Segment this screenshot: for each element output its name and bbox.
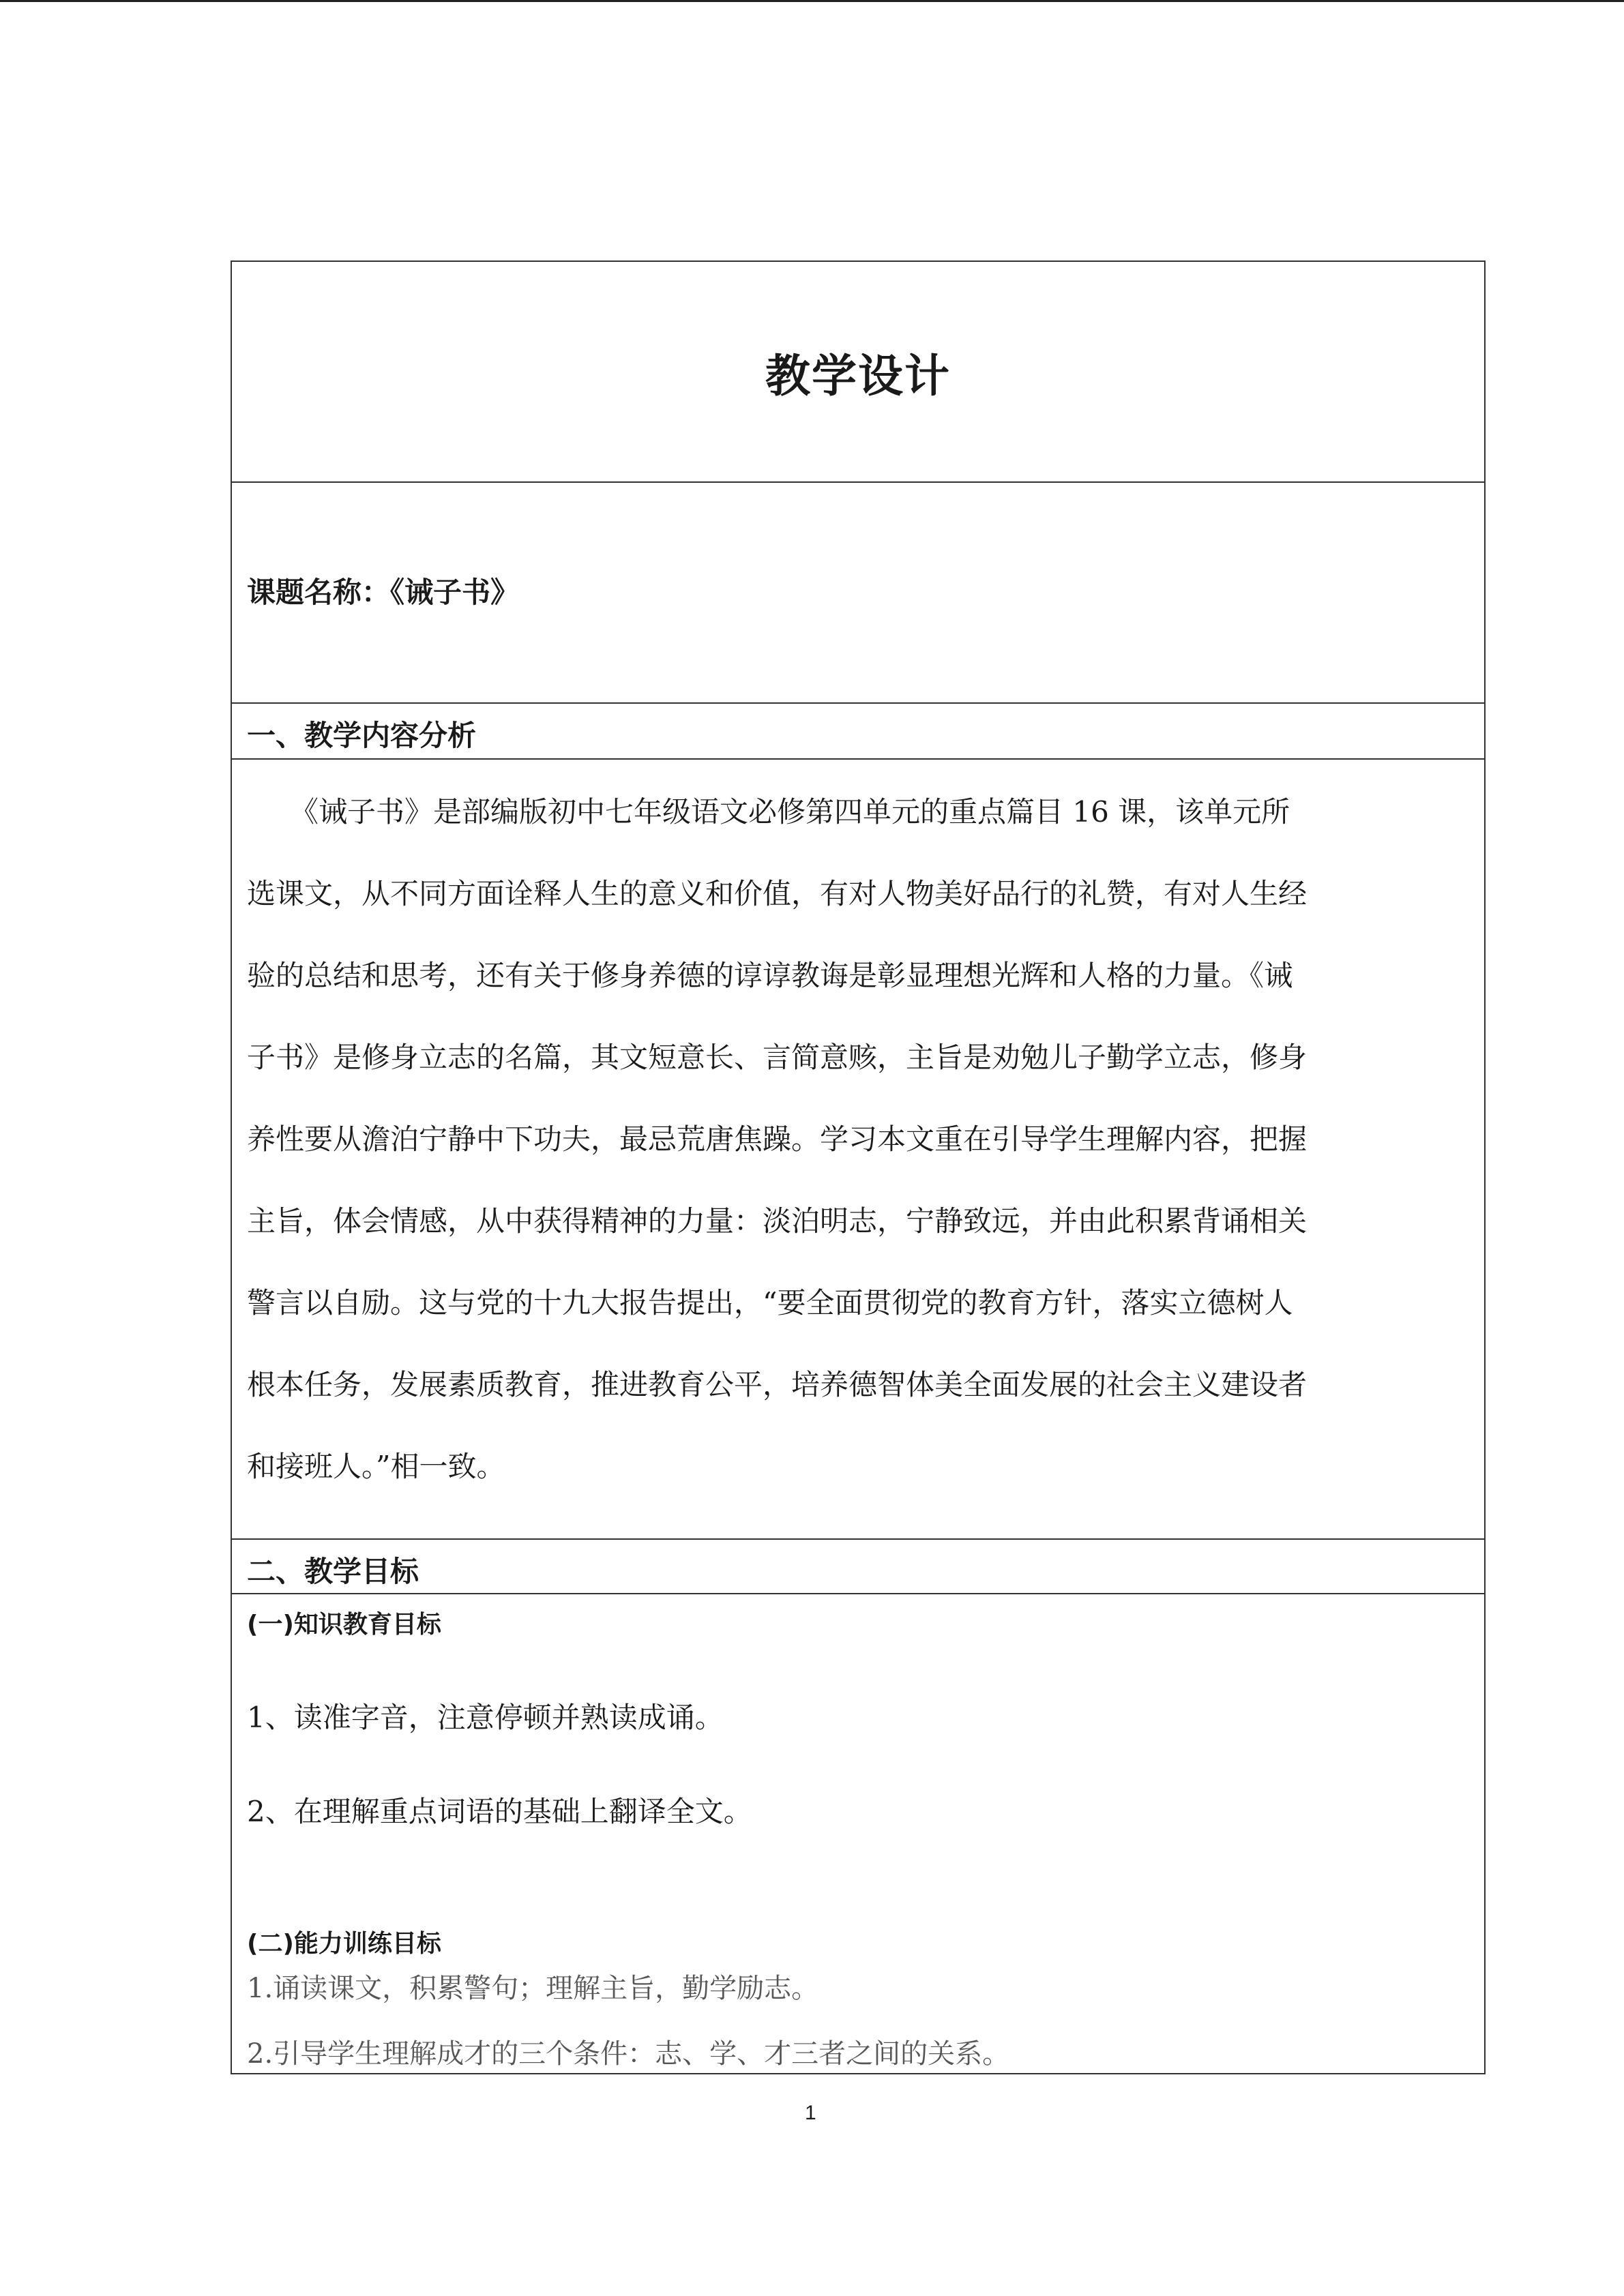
paragraph-line: 验的总结和思考，还有关于修身养德的谆谆教诲是彰显理想光辉和人格的力量。《诫 (247, 959, 1293, 992)
section1-heading-cell (232, 702, 1484, 758)
course-name-cell (232, 481, 1484, 702)
paragraph-line: 养性要从澹泊宁静中下功夫，最忌荒唐焦躁。学习本文重在引导学生理解内容，把握 (247, 1122, 1308, 1156)
title-cell (232, 262, 1484, 481)
paragraph-line: 根本任务，发展素质教育，推进教育公平，培养德智体美全面发展的社会主义建设者 (247, 1368, 1308, 1401)
document-title: 教学设计 (765, 349, 951, 402)
top-border-line (0, 0, 1624, 2)
ability-goal-item: 1.诵读课文，积累警句；理解主旨，勤学励志。 (247, 1973, 819, 2004)
section2-heading: 二、教学目标 (247, 1555, 419, 1588)
course-name: 课题名称：《诫子书》 (247, 576, 520, 609)
paragraph-line: 《诫子书》是部编版初中七年级语文必修第四单元的重点篇目 16 课，该单元所 (247, 795, 1290, 829)
lesson-plan-table (231, 260, 1486, 2074)
ability-goal-item: 2.引导学生理解成才的三个条件：志、学、才三者之间的关系。 (247, 2038, 1010, 2070)
paragraph-line: 选课文，从不同方面诠释人生的意义和价值，有对人物美好品行的礼赞，有对人生经 (247, 877, 1308, 910)
section2-heading-cell (232, 1538, 1484, 1593)
page-number: 1 (805, 2102, 816, 2124)
knowledge-goal-item: 2、在理解重点词语的基础上翻译全文。 (247, 1795, 752, 1828)
knowledge-goal-item: 1、读准字音，注意停顿并熟读成诵。 (247, 1701, 724, 1734)
ability-goals-heading: (二)能力训练目标 (247, 1930, 441, 1958)
paragraph-line: 和接班人。”相一致。 (247, 1450, 505, 1483)
knowledge-goals-heading: (一)知识教育目标 (247, 1611, 441, 1639)
section2-body-cell (232, 1593, 1484, 2076)
section1-heading: 一、教学内容分析 (247, 719, 477, 752)
paragraph-line: 警言以自励。这与党的十九大报告提出，“要全面贯彻党的教育方针，落实立德树人 (247, 1286, 1293, 1320)
paragraph-line: 子书》是修身立志的名篇，其文短意长、言简意赅，主旨是劝勉儿子勤学立志，修身 (247, 1041, 1308, 1074)
section1-body-cell (232, 758, 1484, 1538)
paragraph-line: 主旨，体会情感，从中获得精神的力量：淡泊明志，宁静致远，并由此积累背诵相关 (247, 1204, 1308, 1238)
